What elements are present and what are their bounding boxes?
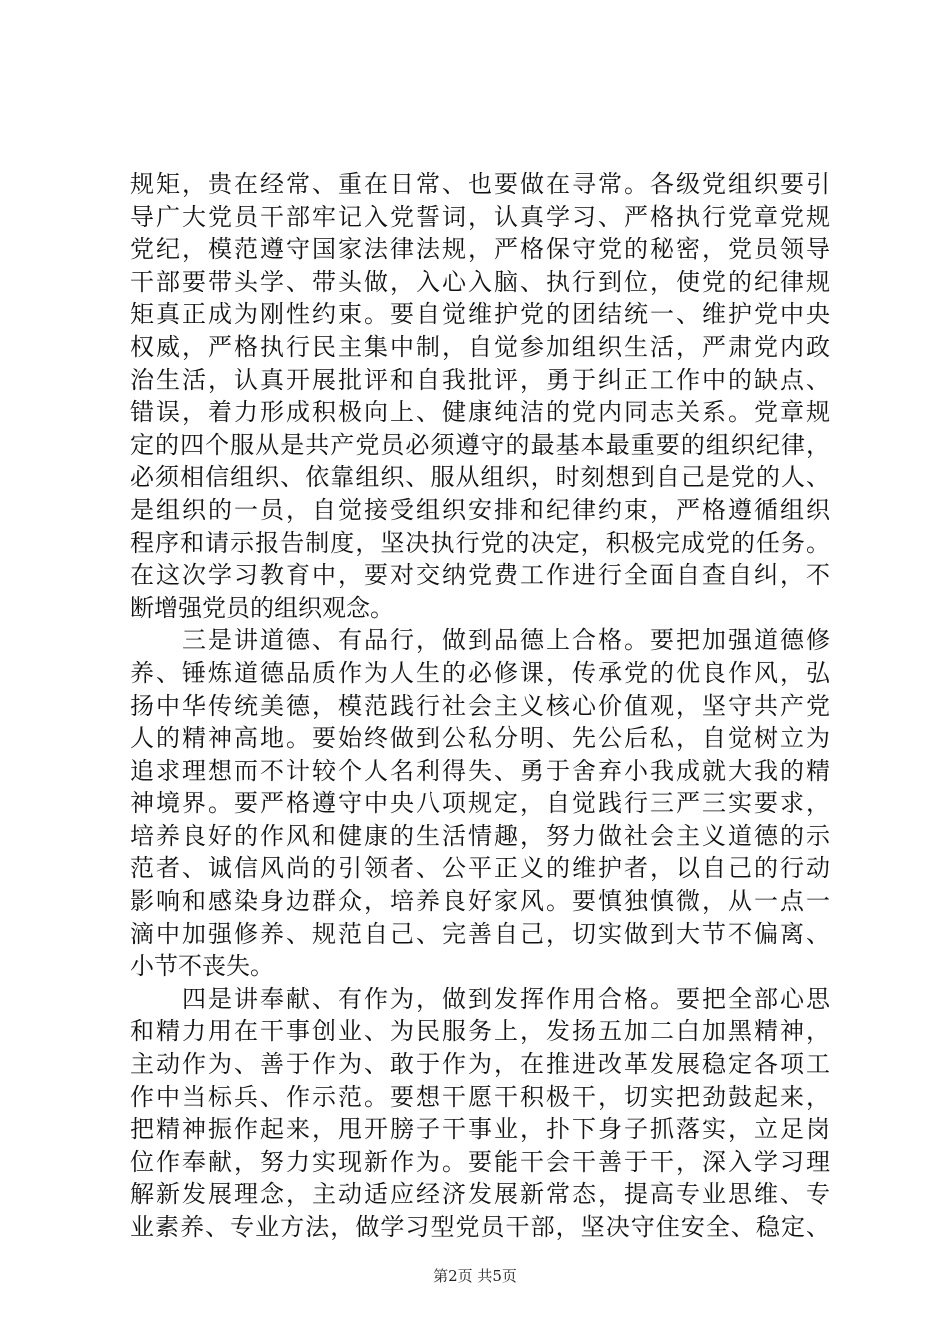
text-line: 干部要带头学、带头做，入心入脑、执行到位，使党的纪律规 — [130, 267, 830, 296]
text-line: 四是讲奉献、有作为，做到发挥作用合格。要把全部心思 — [130, 984, 830, 1013]
text-line: 追求理想而不计较个人名利得失、勇于舍弃小我成就大我的精 — [130, 756, 830, 785]
body-text — [130, 168, 830, 1244]
text-line: 导广大党员干部牢记入党誓词，认真学习、严格执行党章党规 — [130, 202, 830, 231]
text-line: 是组织的一员，自觉接受组织安排和纪律约束，严格遵循组织 — [130, 495, 830, 524]
text-line: 影响和感染身边群众，培养良好家风。要慎独慎微，从一点一 — [130, 887, 830, 916]
text-line: 权威，严格执行民主集中制，自觉参加组织生活，严肃党内政 — [130, 332, 830, 361]
text-line: 党纪，模范遵守国家法律法规，严格保守党的秘密，党员领导 — [130, 235, 830, 264]
text-line: 小节不丧失。 — [130, 952, 274, 981]
text-line: 养、锤炼道德品质作为人生的必修课，传承党的优良作风，弘 — [130, 658, 830, 687]
text-line: 错误，着力形成积极向上、健康纯洁的党内同志关系。党章规 — [130, 398, 830, 427]
text-line: 断增强党员的组织观念。 — [130, 593, 394, 622]
page-number-footer: 第2页 共5页 — [433, 1267, 517, 1285]
text-line: 范者、诚信风尚的引领者、公平正义的维护者，以自己的行动 — [130, 854, 830, 883]
text-line: 和精力用在干事创业、为民服务上，发扬五加二白加黑精神， — [130, 1017, 830, 1046]
text-line: 治生活，认真开展批评和自我批评，勇于纠正工作中的缺点、 — [130, 365, 830, 394]
text-line: 定的四个服从是共产党员必须遵守的最基本最重要的组织纪律， — [130, 430, 830, 459]
text-line: 培养良好的作风和健康的生活情趣，努力做社会主义道德的示 — [130, 821, 830, 850]
text-line: 作中当标兵、作示范。要想干愿干积极干，切实把劲鼓起来， — [130, 1082, 830, 1111]
text-line: 位作奉献，努力实现新作为。要能干会干善于干，深入学习理 — [130, 1147, 830, 1176]
text-line: 规矩，贵在经常、重在日常、也要做在寻常。各级党组织要引 — [130, 170, 830, 198]
text-line: 程序和请示报告制度，坚决执行党的决定，积极完成党的任务。 — [130, 528, 830, 557]
text-line: 在这次学习教育中，要对交纳党费工作进行全面自查自纠，不 — [130, 561, 830, 590]
text-line: 扬中华传统美德，模范践行社会主义核心价值观，坚守共产党 — [130, 691, 830, 720]
text-line: 三是讲道德、有品行，做到品德上合格。要把加强道德修 — [130, 626, 830, 655]
text-line: 必须相信组织、依靠组织、服从组织，时刻想到自己是党的人、 — [130, 463, 830, 492]
text-line: 业素养、专业方法，做学习型党员干部，坚决守住安全、稳定、 — [130, 1213, 830, 1241]
text-line: 解新发展理念，主动适应经济发展新常态，提高专业思维、专 — [130, 1180, 830, 1209]
text-line: 矩真正成为刚性约束。要自觉维护党的团结统一、维护党中央 — [130, 300, 830, 329]
text-line: 神境界。要严格遵守中央八项规定，自觉践行三严三实要求， — [130, 789, 830, 818]
text-line: 主动作为、善于作为、敢于作为，在推进改革发展稳定各项工 — [130, 1050, 830, 1079]
text-line: 人的精神高地。要始终做到公私分明、先公后私，自觉树立为 — [130, 724, 830, 753]
text-line: 滴中加强修养、规范自己、完善自己，切实做到大节不偏离、 — [130, 919, 830, 948]
text-line: 把精神振作起来，甩开膀子干事业，扑下身子抓落实，立足岗 — [130, 1115, 830, 1144]
